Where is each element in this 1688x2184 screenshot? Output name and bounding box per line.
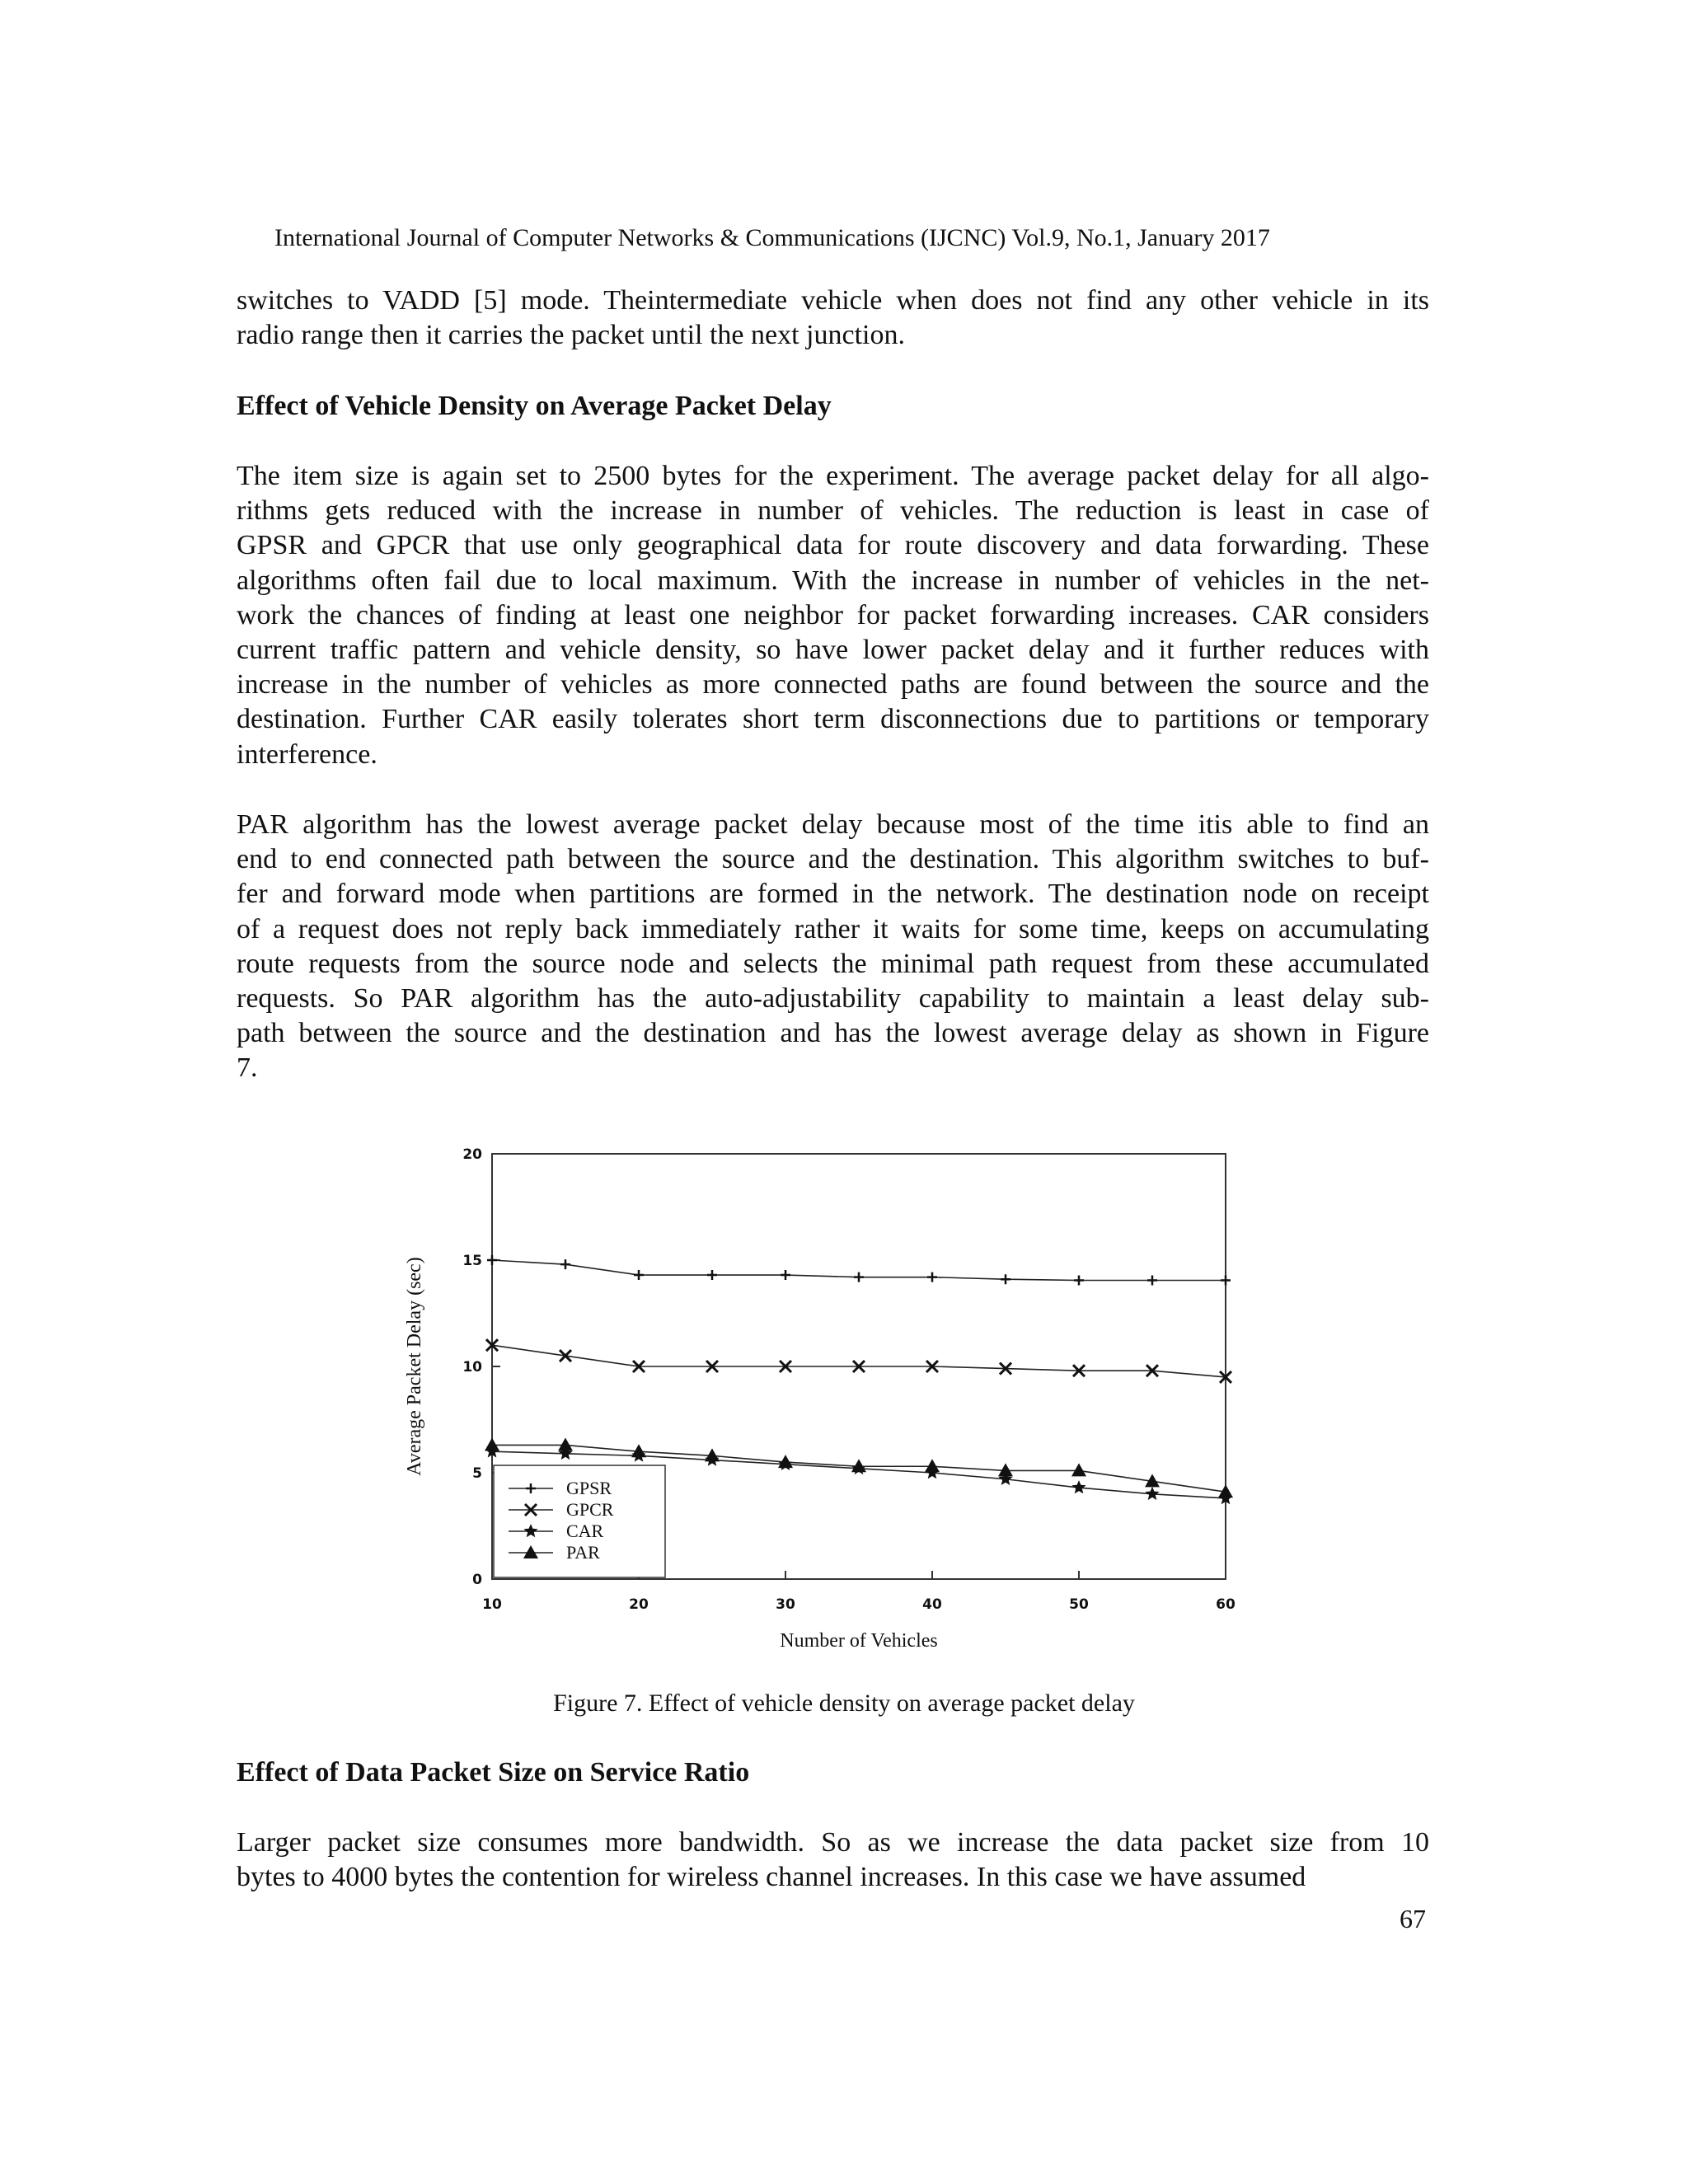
figure-7-chart	[387, 1137, 1261, 1665]
data-point-gpsr	[781, 1270, 790, 1280]
text-line: bytes to 4000 bytes the contention for wireless channel increases. In this case we have assumed	[237, 1862, 1306, 1893]
text-line: GPSR and GPCR that use only geographical data for route discovery and data forwarding. These	[237, 530, 1429, 561]
legend-label-gpsr: GPSR	[566, 1478, 612, 1498]
data-point-gpsr	[1001, 1274, 1010, 1284]
x-tick-label: 20	[629, 1596, 649, 1613]
paragraph-delay-reduction	[237, 459, 1429, 772]
text-line: interference.	[237, 738, 377, 770]
y-tick-label: 15	[462, 1253, 482, 1269]
x-tick-label: 60	[1216, 1596, 1236, 1613]
text-line: The item size is again set to 2500 bytes for the experiment. The average packet delay for all algo-	[237, 461, 1429, 491]
section-heading-vehicle-density: Effect of Vehicle Density on Average Packet Delay	[237, 391, 832, 421]
journal-header: International Journal of Computer Networks & Communications (IJCNC) Vol.9, No.1, January 2017	[274, 224, 1270, 251]
line-chart	[387, 1137, 1261, 1665]
x-tick-label: 30	[776, 1596, 795, 1613]
paragraph-par-algorithm	[237, 808, 1429, 1086]
data-point-car	[1071, 1480, 1085, 1493]
y-tick-label: 5	[472, 1465, 482, 1482]
y-axis-label: Average Packet Delay (sec)	[404, 1257, 425, 1476]
text-line: 7.	[237, 1052, 258, 1084]
data-point-gpsr	[1074, 1276, 1084, 1286]
legend-label-gpcr: GPCR	[566, 1499, 614, 1520]
data-point-gpsr	[634, 1270, 644, 1280]
data-point-par	[558, 1437, 573, 1451]
data-point-gpsr	[487, 1255, 497, 1265]
text-line: work the chances of finding at least one neighbor for packet forwarding increases. CAR considers	[237, 599, 1429, 630]
text-line: algorithms often fail due to local maximum. With the increase in number of vehicles in the net-	[237, 565, 1429, 596]
text-line: route requests from the source node and selects the minimal path request from these accumulated	[237, 948, 1429, 979]
data-point-par	[1071, 1463, 1086, 1476]
page-number: 67	[1400, 1904, 1426, 1933]
y-tick-label: 0	[472, 1572, 482, 1588]
y-tick-label: 20	[462, 1146, 482, 1163]
text-line: PAR algorithm has the lowest average packet delay because most of the time itis able to find an	[237, 809, 1429, 840]
intro-paragraph	[237, 284, 1429, 353]
data-point-gpsr	[927, 1272, 937, 1282]
data-point-gpsr	[1147, 1276, 1157, 1286]
paragraph-packet-size	[237, 1825, 1429, 1895]
x-tick-label: 40	[922, 1596, 942, 1613]
text-line: requests. So PAR algorithm has the auto-adjustability capability to maintain a least delay sub-	[237, 983, 1429, 1015]
text-line: current traffic pattern and vehicle density, so have lower packet delay and it further reduces with	[237, 635, 1429, 666]
text-line: increase in the number of vehicles as more connected paths are found between the source and the	[237, 669, 1429, 701]
figure-caption: Figure 7. Effect of vehicle density on average packet delay	[553, 1690, 1135, 1717]
series-line-gpcr	[492, 1345, 1226, 1377]
data-point-gpsr	[1221, 1276, 1231, 1286]
data-point-gpsr	[854, 1272, 864, 1282]
x-tick-label: 10	[482, 1596, 502, 1613]
text-line: destination. Further CAR easily tolerates short term disconnections due to partitions or temporary	[237, 704, 1429, 735]
data-point-par	[925, 1459, 940, 1472]
legend-label-par: PAR	[566, 1542, 600, 1563]
section-heading-packet-size: Effect of Data Packet Size on Service Ratio	[237, 1757, 750, 1788]
text-line: fer and forward mode when partitions are formed in the network. The destination node on receipt	[237, 879, 1429, 910]
y-tick-label: 10	[462, 1359, 482, 1376]
text-line: path between the source and the destination and has the lowest average delay as shown in Figure	[237, 1018, 1429, 1049]
text-line: Larger packet size consumes more bandwidth. So as we increase the data packet size from 10	[237, 1827, 1429, 1858]
x-tick-label: 50	[1069, 1596, 1089, 1613]
text-line: of a request does not reply back immediately rather it waits for some time, keeps on accumulating	[237, 913, 1429, 944]
legend-label-car: CAR	[566, 1521, 604, 1541]
text-line: radio range then it carries the packet until the next junction.	[237, 320, 905, 351]
text-line: end to end connected path between the source and the destination. This algorithm switches to buf-	[237, 844, 1429, 875]
data-point-gpsr	[707, 1270, 717, 1280]
data-point-car	[1145, 1487, 1159, 1500]
data-point-par	[485, 1437, 499, 1451]
data-point-gpsr	[560, 1259, 570, 1269]
chart-legend	[494, 1465, 665, 1577]
x-axis-label: Number of Vehicles	[780, 1630, 938, 1652]
text-line: switches to VADD [5] mode. Theintermediate vehicle when does not find any other vehicle in its	[237, 285, 1429, 316]
text-line: rithms gets reduced with the increase in number of vehicles. The reduction is least in case of	[237, 495, 1429, 527]
